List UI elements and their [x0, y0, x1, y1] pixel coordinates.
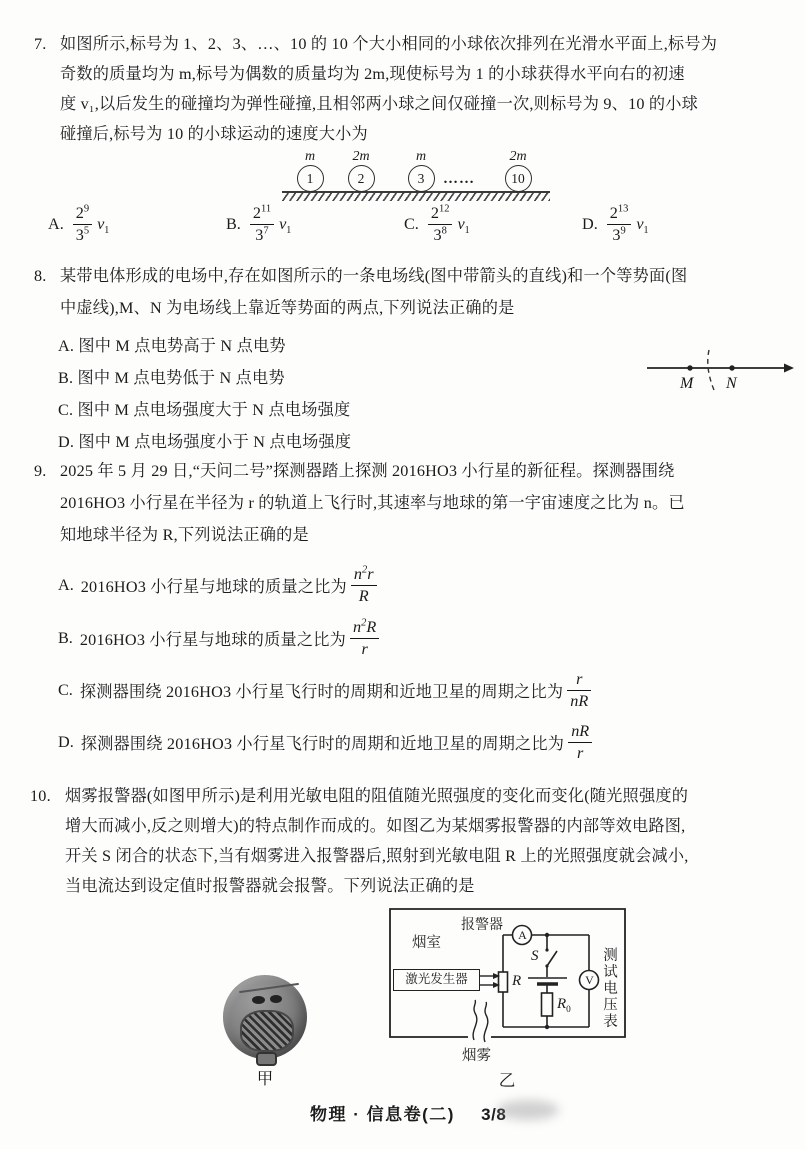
mass-label: 2m: [352, 149, 370, 164]
ball-circle: 1: [297, 165, 324, 192]
fraction: $\frac{r}{nR}$: [567, 670, 591, 710]
chamber-label: 烟室: [412, 935, 441, 951]
smoke-wave: [484, 1002, 488, 1042]
test-voltmeter-label: 测试电压表: [601, 947, 617, 1030]
fraction: $\frac{n^2R}{r}$: [350, 618, 379, 658]
ball-circle: 2: [348, 165, 375, 192]
q9-number: 9.: [34, 462, 47, 480]
q10-number: 10.: [30, 787, 51, 805]
q9-option-b: B. 2016HO3 小行星与地球的质量之比为 $\frac{n^2R}{r}$: [58, 614, 381, 662]
point-n-label: N: [726, 375, 737, 392]
ball-3: [401, 150, 441, 192]
q8-option-a: A. 图中 M 点电势高于 N 点电势: [58, 337, 286, 355]
ammeter-letter: A: [518, 928, 527, 942]
q9-option-c: C. 探测器围绕 2016HO3 小行星飞行时的周期和近地卫星的周期之比为 $\frac{r}{nR}$: [58, 666, 593, 714]
smoke-wave: [473, 1000, 477, 1040]
q9-line-3: 知地球半径为 R,下列说法正确的是: [60, 526, 309, 544]
q9-line-2: 2016HO3 小行星在半径为 r 的轨道上飞行时,其速率与地球的第一宇宙速度之比为 n。已: [60, 494, 685, 512]
q7-line-1: 7. 如图所示,标号为 1、2、3、…、10 的 10 个大小相同的小球依次排列在光滑水平面上,标号为: [34, 35, 718, 53]
footer-page-number: 3/8: [481, 1105, 507, 1124]
figure-yi-label: 乙: [498, 1071, 516, 1090]
mass-label: 2m: [509, 149, 527, 164]
q8-option-b: B. 图中 M 点电势低于 N 点电势: [58, 369, 285, 387]
q10-smoke-detector-photo: [195, 963, 345, 1090]
photoresistor-label: R: [512, 973, 522, 989]
ball-2: [341, 150, 381, 192]
q9-option-a: A. 2016HO3 小行星与地球的质量之比为 $\frac{n^2r}{R}$: [58, 561, 379, 609]
q8-line-1: 8. 某带电体形成的电场中,存在如图所示的一条电场线(图中带箭头的直线)和一个等势面(图: [34, 267, 688, 285]
q8-option-c: C. 图中 M 点电场强度大于 N 点电场强度: [58, 401, 351, 419]
q7-option-a: A. $\frac{2^9}{3^5}$ $v_1$: [48, 203, 110, 244]
alarm-label: 报警器: [461, 918, 503, 933]
detector-hole: [252, 996, 265, 1004]
q7-balls-figure: [280, 150, 560, 202]
photoresistor-symbol: [499, 972, 508, 992]
smoke-label: 烟雾: [462, 1048, 491, 1064]
q7-number: 7.: [34, 35, 47, 53]
ball-circle: 3: [408, 165, 435, 192]
mass-label: m: [415, 149, 427, 164]
q10-line-2: 增大而减小,反之则增大)的特点制作而成的。如图乙为某烟雾报警器的内部等效电路图,: [65, 817, 686, 835]
ellipsis: ……: [443, 171, 475, 187]
q7-line-4: 碰撞后,标号为 10 的小球运动的速度大小为: [60, 125, 368, 143]
q10-line-1: 10. 烟雾报警器(如图甲所示)是利用光敏电阻的阻值随光照强度的变化而变化(随光照强度的: [30, 787, 689, 805]
q9-option-d: D. 探测器围绕 2016HO3 小行星飞行时的周期和近地卫星的周期之比为 $\frac{nR}{r}$: [58, 718, 594, 766]
laser-generator-box: 激光发生器: [393, 969, 480, 991]
resistor-r0-symbol: [542, 993, 553, 1016]
q7-line-3: 度 v₁,以后发生的碰撞均为弹性碰撞,且相邻两小球之间仅碰撞一次,则标号为 9、10 的小球: [60, 95, 699, 113]
q9-line-1: 9. 2025 年 5 月 29 日,“天问二号”探测器踏上探测 2016HO3 小行星的新征程。探测器围绕: [34, 462, 675, 480]
q8-field-line-figure: [645, 346, 795, 401]
fraction: $\frac{2^{12}}{3^8}$: [428, 204, 453, 244]
q10-circuit-figure: [388, 903, 640, 1093]
ball-10: [498, 150, 538, 192]
ball-1: [290, 150, 330, 192]
figure-jia-label: 甲: [256, 1069, 274, 1088]
resistor-r0-label: $R_0$: [557, 996, 571, 1015]
arrowhead-icon: [784, 364, 794, 373]
detector-button: [256, 1052, 277, 1066]
voltmeter-letter: V: [585, 973, 594, 987]
ground-hatching: [282, 191, 550, 201]
switch-label: S: [531, 948, 539, 964]
q8-line-2: 中虚线),M、N 为电场线上靠近等势面的两点,下列说法正确的是: [60, 299, 515, 317]
fraction: $\frac{2^{13}}{3^9}$: [607, 204, 632, 244]
ball-circle: 10: [505, 165, 532, 192]
detector-hole: [270, 995, 282, 1003]
q8-option-d: D. 图中 M 点电场强度小于 N 点电场强度: [58, 433, 352, 451]
fraction: $\frac{2^9}{3^5}$: [73, 204, 92, 244]
mass-label: m: [304, 149, 316, 164]
q7-option-c: C. $\frac{2^{12}}{3^8}$ $v_1$: [404, 203, 470, 244]
point-m-label: M: [680, 375, 694, 392]
scan-smudge: [497, 1100, 559, 1120]
fraction: $\frac{n^2r}{R}$: [351, 565, 377, 605]
q10-line-4: 当电流达到设定值时报警器就会报警。下列说法正确的是: [65, 877, 475, 895]
q10-line-3: 开关 S 闭合的状态下,当有烟雾进入报警器后,照射到光敏电阻 R 上的光照强度就会减小,: [65, 847, 689, 865]
q8-number: 8.: [34, 267, 47, 285]
fraction: $\frac{nR}{r}$: [568, 722, 592, 762]
footer-title: 物理 · 信息卷(二): [310, 1105, 455, 1124]
q7-option-d: D. $\frac{2^{13}}{3^9}$ $v_1$: [582, 203, 649, 244]
q7-options: [48, 204, 760, 244]
q7-line-2: 奇数的质量均为 m,标号为偶数的质量均为 2m,现使标号为 1 的小球获得水平向右的初速: [60, 65, 685, 83]
detector-grille: [240, 1010, 294, 1052]
q7-option-b: B. $\frac{2^{11}}{3^7}$ $v_1$: [226, 203, 292, 244]
fraction: $\frac{2^{11}}{3^7}$: [250, 204, 274, 244]
switch-blade: [547, 951, 557, 966]
equipotential-dashed-line: [708, 350, 714, 390]
page-footer: [310, 1100, 506, 1125]
